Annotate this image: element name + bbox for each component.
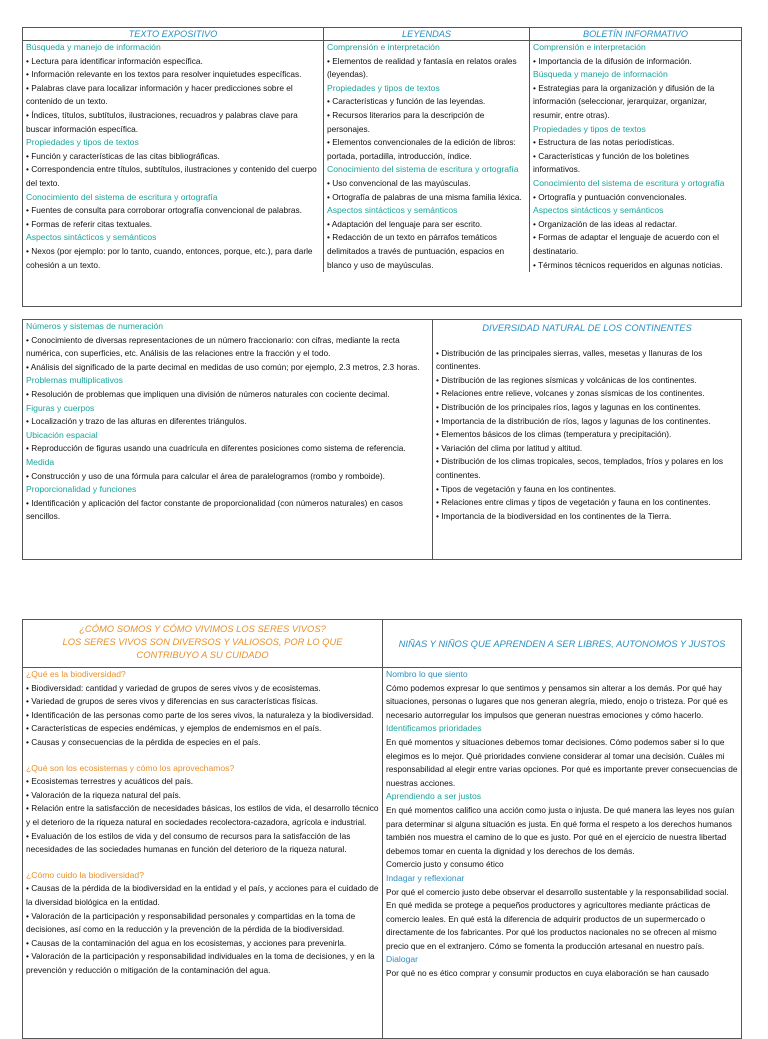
list-item: • Conocimiento de diversas representaciones de un número fraccionario: con cifras, mediante la recta numérica, con superficies, etc. Análisis de las relaciones entre la fracción y el todo. <box>26 334 400 359</box>
list-item: • Causas de la contaminación del agua en los ecosistemas, y acciones para prevenirla. <box>26 937 347 948</box>
column-matematicas <box>23 320 433 559</box>
list-item: • Distribución de las regiones sísmicas y volcánicas de los continentes. <box>436 374 697 385</box>
list-item: • Valoración de la participación y responsabilidad personales y compartidas en la toma de decisiones, así como en la reducción y la prevención de la pérdida de la biodiversidad. <box>26 910 356 935</box>
list-item: • Identificación y aplicación del factor constante de proporcionalidad (con números naturales) en casos sencillos. <box>26 497 403 522</box>
list-item: • Tipos de vegetación y fauna en los continentes. <box>436 483 617 494</box>
list-item: • Variedad de grupos de seres vivos y diferencias en sus características físicas. <box>26 696 318 707</box>
section-heading: ¿Qué es la biodiversidad? <box>26 669 126 679</box>
paragraph: En qué momentos califico una acción como justa o injusta. De qué manera las leyes nos guían para determinar si alguna situación es justa. En qué forma el respeto a los derechos humanos también nos muestra el camino de lo que es justo. Por qué en el ejercicio de nuestra libertad debemos tomar en cuenta la dignidad y los derechos de los demás. <box>386 804 735 856</box>
list-item: • Información relevante en los textos para resolver inquietudes específicas. <box>26 69 302 80</box>
list-item: • Estructura de las notas periodísticas. <box>533 137 675 148</box>
list-item: • Evaluación de los estilos de vida y del consumo de recursos para la satisfacción de las necesidades de las sociedades humanas en función del deterioro de la riqueza natural. <box>26 830 351 855</box>
list-item: • Identificación de las personas como parte de los seres vivos, la naturaleza y la biodiversidad. <box>26 709 374 720</box>
section-heading: Conocimiento del sistema de escritura y ortografía <box>26 191 218 202</box>
section-heading: Indagar y reflexionar <box>386 872 465 883</box>
list-item: • Índices, títulos, subtítulos, ilustraciones, recuadros y palabras clave para buscar información específica. <box>26 109 298 134</box>
section-heading: Aprendiendo a ser justos <box>386 791 482 802</box>
list-item: • Características y función de las leyendas. <box>327 96 486 107</box>
section-heading: Aspectos sintácticos y semánticos <box>26 232 157 243</box>
list-item: • Correspondencia entre títulos, subtítulos, ilustraciones y contenido del cuerpo del texto. <box>26 164 317 188</box>
header-ninos-libres <box>383 620 741 667</box>
paragraph: Por qué el comercio justo debe observar el desarrollo sustentable y la responsabilidad social. En qué medida se protege a pequeños productores y agricultores mediante prácticas de comercio leales. En qué está la diferencia de adquirir productos de un supermercado o directamente de los fabricantes. Por qué los productos nacionales no se ofrecen al mismo precio que en el extranjero. Cómo se fomenta la producción artesanal en nuestro país. <box>386 886 729 951</box>
list-item: • Importancia de la difusión de información. <box>533 55 692 66</box>
header-diversidad-natural: DIVERSIDAD NATURAL DE LOS CONTINENTES <box>482 322 692 333</box>
list-item: • Biodiversidad: cantidad y variedad de grupos de seres vivos y de ecosistemas. <box>26 682 321 693</box>
list-item: • Adaptación del lenguaje para ser escrito. <box>327 218 483 229</box>
list-item: • Importancia de la biodiversidad en los continentes de la Tierra. <box>436 510 672 521</box>
section-heading: Conocimiento del sistema de escritura y ortografía <box>533 177 725 188</box>
section-heading: Propiedades y tipos de textos <box>327 82 440 93</box>
list-item: • Recursos literarios para la descripción de personajes. <box>327 109 485 134</box>
list-item: • Organización de las ideas al redactar. <box>533 218 678 229</box>
list-item: • Ecosistemas terrestres y acuáticos del país. <box>26 776 194 787</box>
section-heading: Ubicación espacial <box>26 429 98 440</box>
list-item: • Lectura para identificar información específica. <box>26 55 203 66</box>
list-item: • Uso convencional de las mayúsculas. <box>327 177 471 188</box>
list-item: • Características de especies endémicas, y ejemplos de endemismos en el país. <box>26 723 322 734</box>
list-item: • Nexos (por ejemplo: por lo tanto, cuando, entonces, porque, etc.), para darle cohesión a un texto. <box>26 245 313 270</box>
section-heading: Aspectos sintácticos y semánticos <box>533 205 664 216</box>
table-science-civics <box>22 619 742 1039</box>
header-leyendas: LEYENDAS <box>324 28 530 40</box>
column-diversidad-natural <box>433 320 741 559</box>
table-header-row <box>23 620 741 668</box>
list-item: • Fuentes de consulta para corroborar ortografía convencional de palabras. <box>26 205 302 216</box>
section-heading: Búsqueda y manejo de información <box>26 42 161 52</box>
list-item: • Palabras clave para localizar información y hacer predicciones sobre el contenido de un texto. <box>26 82 293 107</box>
table-header-row <box>23 28 741 41</box>
table-math-geography <box>22 319 742 560</box>
header-line: LOS SERES VIVOS SON DIVERSOS Y VALIOSOS, POR LO QUE <box>62 636 343 647</box>
header-seres-vivos <box>23 620 383 667</box>
list-item: • Relaciones entre relieve, volcanes y zonas sísmicas de los continentes. <box>436 388 705 399</box>
section-heading: ¿Cómo cuido la biodiversidad? <box>26 869 144 880</box>
list-item: • Valoración de la participación y responsabilidad individuales en la toma de decisiones, y en la prevención y reducción o mitigación de la contaminación del agua. <box>26 951 375 975</box>
paragraph: En qué momentos y situaciones debemos tomar decisiones. Cómo podemos saber si lo que elegimos es lo mejor. Qué prioridades conviene considerar al tomar una decisión. Cuáles mi responsabilidad al elegir entre varias opciones. Por qué es importante prever consecuencias de nuestras acciones. <box>386 736 738 788</box>
list-item: • Características y función de los boletines informativos. <box>533 150 690 175</box>
list-item: • Análisis del significado de la parte decimal en medidas de uso común; por ejemplo, 2.3 metros, 2.3 horas. <box>26 361 420 372</box>
list-item: • Términos técnicos requeridos en algunas noticias. <box>533 259 723 270</box>
section-heading: Identificamos prioridades <box>386 723 482 734</box>
list-item: • Redacción de un texto en párrafos temáticos delimitados a través de puntuación, espacios en blanco y uso de mayúsculas. <box>327 232 505 270</box>
list-item: • Variación del clima por latitud y altitud. <box>436 442 583 453</box>
list-item: • Formas de referir citas textuales. <box>26 218 153 229</box>
table-spanish-contents <box>22 27 742 307</box>
section-heading: Medida <box>26 456 55 467</box>
list-item: • Distribución de los principales ríos, lagos y lagunas en los continentes. <box>436 401 701 412</box>
section-heading: Aspectos sintácticos y semánticos <box>327 205 458 216</box>
section-heading: Propiedades y tipos de textos <box>26 137 139 148</box>
column-ninos-libres <box>383 668 741 1039</box>
header-boletin-informativo: BOLETÍN INFORMATIVO <box>583 29 688 39</box>
list-item: • Reproducción de figuras usando una cuadrícula en diferentes posiciones como sistema de referencia. <box>26 443 406 454</box>
list-item: • Ortografía y puntuación convencionales. <box>533 191 687 202</box>
list-item: • Valoración de la riqueza natural del país. <box>26 789 181 800</box>
section-heading: Propiedades y tipos de textos <box>533 123 646 134</box>
paragraph: Comercio justo y consumo ético <box>386 859 504 870</box>
header-line: CONTRIBUYO A SU CUIDADO <box>136 649 269 660</box>
header-line: NIÑAS Y NIÑOS QUE APRENDEN A SER LIBRES, AUTONOMOS Y JUSTOS <box>398 637 726 649</box>
section-heading: Figuras y cuerpos <box>26 402 95 413</box>
list-item: • Formas de adaptar el lenguaje de acuerdo con el destinatario. <box>533 232 720 256</box>
section-heading: Búsqueda y manejo de información <box>533 69 668 80</box>
list-item: • Elementos de realidad y fantasía en relatos orales (leyendas). <box>327 55 517 80</box>
paragraph: Por qué no es ético comprar y consumir productos en cuya elaboración se han causado <box>386 968 709 979</box>
list-item: • Relaciones entre climas y tipos de vegetación y fauna en los continentes. <box>436 497 711 508</box>
column-texto-expositivo <box>23 41 324 272</box>
section-heading: Comprensión e interpretación <box>533 42 646 52</box>
section-heading: Dialogar <box>386 954 419 965</box>
section-heading: Nombro lo que siento <box>386 669 468 679</box>
list-item: • Construcción y uso de una fórmula para calcular el área de paralelogramos (rombo y romboide). <box>26 470 385 481</box>
paragraph: Cómo podemos expresar lo que sentimos y pensamos sin alterar a los demás. Por qué hay situaciones, personas o lugares que nos generan alegría, miedo, enojo o tristeza. Por qué es necesario autorregular los impulsos que generan nuestras emociones y cómo hacerlo. <box>386 682 728 720</box>
section-heading: Conocimiento del sistema de escritura y ortografía <box>327 164 519 175</box>
header-texto-expositivo: TEXTO EXPOSITIVO <box>23 28 324 40</box>
list-item: • Importancia de la distribución de ríos, lagos y lagunas de los continentes. <box>436 415 711 426</box>
list-item: • Distribución de los climas tropicales, secos, templados, fríos y polares en los continentes. <box>436 456 723 480</box>
section-heading: ¿Qué son los ecosistemas y cómo los aprovechamos? <box>26 762 235 773</box>
list-item: • Causas y consecuencias de la pérdida de especies en el país. <box>26 736 261 747</box>
column-boletin-informativo <box>530 41 741 272</box>
list-item: • Causas de la pérdida de la biodiversidad en la entidad y el país, y acciones para el cuidado de la diversidad biológica en la entidad. <box>26 883 379 907</box>
section-heading: Comprensión e interpretación <box>327 42 440 52</box>
list-item: • Localización y trazo de las alturas en diferentes triángulos. <box>26 416 247 427</box>
column-leyendas <box>324 41 530 272</box>
list-item: • Relación entre la satisfacción de necesidades básicas, los estilos de vida, el desarrollo técnico y el deterioro de la riqueza natural en sociedades recolectora-cazadora, agrícola e industrial. <box>26 803 379 827</box>
section-heading: Problemas multiplicativos <box>26 375 123 386</box>
list-item: • Elementos convencionales de la edición de libros: portada, portadilla, introducción, índice. <box>327 137 516 161</box>
section-heading: Proporcionalidad y funciones <box>26 484 137 495</box>
header-line: ¿CÓMO SOMOS Y CÓMO VIVIMOS LOS SERES VIVOS? <box>79 623 326 634</box>
column-seres-vivos <box>23 668 383 1039</box>
list-item: • Ortografía de palabras de una misma familia léxica. <box>327 191 522 202</box>
list-item: • Función y características de las citas bibliográficas. <box>26 150 220 161</box>
list-item: • Elementos básicos de los climas (temperatura y precipitación). <box>436 429 672 440</box>
list-item: • Resolución de problemas que impliquen una división de números naturales con cociente decimal. <box>26 388 390 399</box>
list-item: • Estrategias para la organización y difusión de la información (seleccionar, jerarquizar, organizar, resumir, entre otras). <box>533 82 715 120</box>
list-item: • Distribución de las principales sierras, valles, mesetas y llanuras de los continentes. <box>436 347 703 372</box>
section-heading: Números y sistemas de numeración <box>26 321 164 331</box>
